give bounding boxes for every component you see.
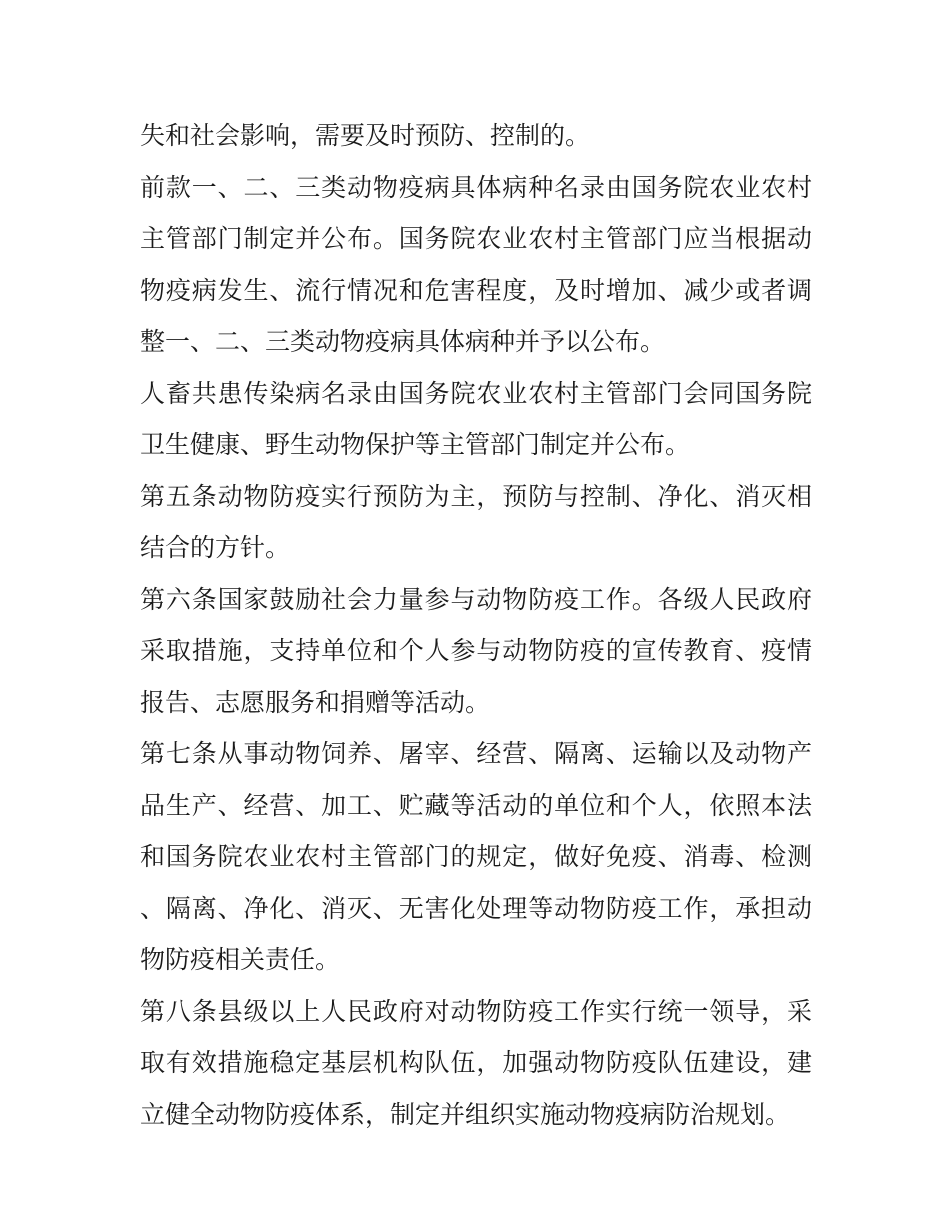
paragraph-article-8: 第八条县级以上人民政府对动物防疫工作实行统一领导，采取有效措施稳定基层机构队伍，加强动物防疫队伍建设，建立健全动物防疫体系，制定并组织实施动物疫病防治规划。 bbox=[140, 996, 812, 1129]
document-body bbox=[140, 110, 812, 1140]
paragraph-continuation: 失和社会影响，需要及时预防、控制的。 bbox=[140, 121, 591, 150]
paragraph-article-6: 第六条国家鼓励社会力量参与动物防疫工作。各级人民政府采取措施，支持单位和个人参与动物防疫的宣传教育、疫情报告、志愿服务和捐赠等活动。 bbox=[140, 584, 812, 717]
paragraph-article-5: 第五条动物防疫实行预防为主，预防与控制、净化、消灭相结合的方针。 bbox=[140, 481, 812, 562]
paragraph-zoonosis-list: 人畜共患传染病名录由国务院农业农村主管部门会同国务院卫生健康、野生动物保护等主管部门制定并公布。 bbox=[140, 378, 812, 459]
paragraph-article-7: 第七条从事动物饲养、屠宰、经营、隔离、运输以及动物产品生产、经营、加工、贮藏等活动的单位和个人，依照本法和国务院农业农村主管部门的规定，做好免疫、消毒、检测、隔离、净化、消灭、无害化处理等动物防疫工作，承担动物防疫相关责任。 bbox=[140, 739, 812, 974]
paragraph-disease-list: 前款一、二、三类动物疫病具体病种名录由国务院农业农村主管部门制定并公布。国务院农业农村主管部门应当根据动物疫病发生、流行情况和危害程度，及时增加、减少或者调整一、二、三类动物疫病具体病种并予以公布。 bbox=[140, 172, 812, 356]
